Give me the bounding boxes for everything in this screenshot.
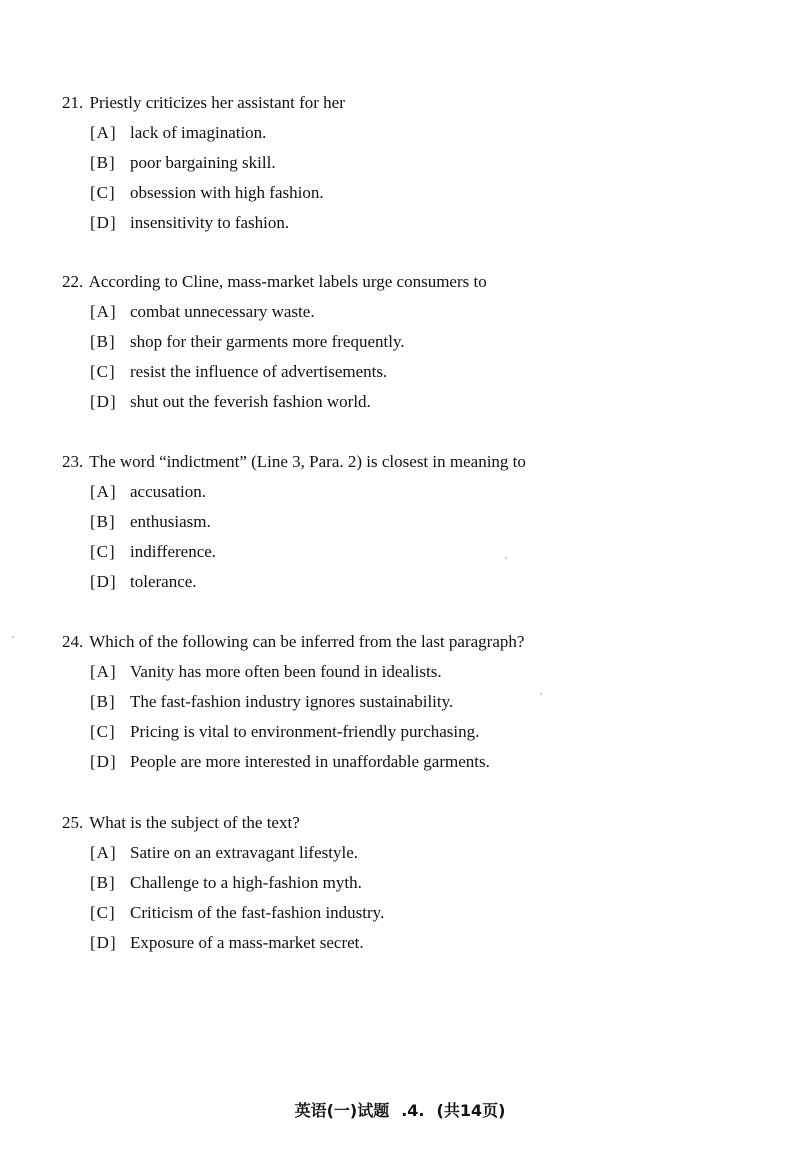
- option-d[interactable]: [90, 752, 762, 782]
- option-text: combat unnecessary waste.: [130, 302, 315, 321]
- option-label: [D]: [90, 933, 117, 952]
- option-label: [C]: [90, 722, 116, 741]
- question-text: The word “indictment” (Line 3, Para. 2) is closest in meaning to: [89, 452, 526, 471]
- option-label: [B]: [90, 873, 116, 892]
- option-text: poor bargaining skill.: [130, 153, 276, 172]
- question-number: 23.: [62, 452, 84, 471]
- option-b[interactable]: [90, 332, 762, 362]
- option-label: [B]: [90, 153, 116, 172]
- option-text: People are more interested in unaffordable garments.: [130, 752, 490, 771]
- exam-title: 英语(一)试题: [294, 1101, 390, 1120]
- scan-speck: [540, 693, 542, 695]
- question-text: According to Cline, mass-market labels urge consumers to: [88, 272, 487, 291]
- option-text: obsession with high fashion.: [130, 183, 324, 202]
- option-label: [A]: [90, 302, 117, 321]
- question-number: 24.: [62, 632, 84, 651]
- question-text: Priestly criticizes her assistant for her: [89, 93, 345, 112]
- option-a[interactable]: [90, 482, 762, 512]
- option-label: [A]: [90, 662, 117, 681]
- question-number: 22.: [62, 272, 84, 291]
- option-label: [D]: [90, 392, 117, 411]
- question-number: 21.: [62, 93, 84, 112]
- option-label: [C]: [90, 542, 116, 561]
- question-stem: [62, 452, 762, 482]
- option-c[interactable]: [90, 183, 762, 213]
- option-text: tolerance.: [130, 572, 197, 591]
- question-stem: [62, 813, 762, 843]
- option-label: [C]: [90, 183, 116, 202]
- option-text: indifference.: [130, 542, 217, 561]
- option-a[interactable]: [90, 662, 762, 692]
- question-21: [62, 93, 762, 243]
- question-text: What is the subject of the text?: [89, 813, 300, 832]
- option-label: [C]: [90, 903, 116, 922]
- page-number: .4.: [401, 1101, 425, 1120]
- option-b[interactable]: [90, 873, 762, 903]
- option-label: [B]: [90, 692, 116, 711]
- option-text: Criticism of the fast-fashion industry.: [130, 903, 385, 922]
- question-22: [62, 272, 762, 422]
- option-text: insensitivity to fashion.: [130, 213, 290, 232]
- option-c[interactable]: [90, 722, 762, 752]
- option-text: The fast-fashion industry ignores sustainability.: [130, 692, 454, 711]
- option-c[interactable]: [90, 542, 762, 572]
- option-text: enthusiasm.: [130, 512, 211, 531]
- option-d[interactable]: [90, 933, 762, 963]
- option-d[interactable]: [90, 213, 762, 243]
- option-text: shop for their garments more frequently.: [130, 332, 405, 351]
- option-a[interactable]: [90, 843, 762, 873]
- option-label: [B]: [90, 332, 116, 351]
- option-c[interactable]: [90, 362, 762, 392]
- option-b[interactable]: [90, 512, 762, 542]
- option-text: accusation.: [130, 482, 206, 501]
- question-stem: [62, 272, 762, 302]
- option-label: [B]: [90, 512, 116, 531]
- option-a[interactable]: [90, 302, 762, 332]
- option-text: Pricing is vital to environment-friendly purchasing.: [130, 722, 480, 741]
- option-d[interactable]: [90, 392, 762, 422]
- option-a[interactable]: [90, 123, 762, 153]
- option-text: resist the influence of advertisements.: [130, 362, 388, 381]
- option-label: [D]: [90, 213, 117, 232]
- option-label: [D]: [90, 572, 117, 591]
- question-number: 25.: [62, 813, 84, 832]
- option-label: [D]: [90, 752, 117, 771]
- option-text: Challenge to a high-fashion myth.: [130, 873, 362, 892]
- question-stem: [62, 632, 762, 662]
- option-label: [C]: [90, 362, 116, 381]
- option-label: [A]: [90, 482, 117, 501]
- option-d[interactable]: [90, 572, 762, 602]
- option-text: Satire on an extravagant lifestyle.: [130, 843, 358, 862]
- scan-speck: [12, 636, 14, 638]
- question-stem: [62, 93, 762, 123]
- question-25: [62, 813, 762, 963]
- option-text: Exposure of a mass-market secret.: [130, 933, 364, 952]
- question-24: [62, 632, 762, 782]
- total-pages: (共14页): [436, 1101, 506, 1120]
- option-text: lack of imagination.: [130, 123, 267, 142]
- option-text: shut out the feverish fashion world.: [130, 392, 371, 411]
- page-footer: [0, 1098, 800, 1121]
- option-b[interactable]: [90, 692, 762, 722]
- scan-speck: [505, 557, 507, 559]
- option-b[interactable]: [90, 153, 762, 183]
- option-text: Vanity has more often been found in idealists.: [130, 662, 442, 681]
- option-c[interactable]: [90, 903, 762, 933]
- question-text: Which of the following can be inferred from the last paragraph?: [89, 632, 525, 651]
- option-label: [A]: [90, 843, 117, 862]
- option-label: [A]: [90, 123, 117, 142]
- question-23: [62, 452, 762, 602]
